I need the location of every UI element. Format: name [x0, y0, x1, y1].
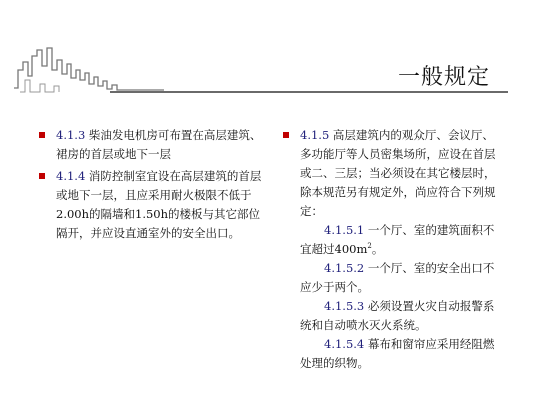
clause-number: 4.1.5 [300, 128, 330, 142]
sub-clause-number: 4.1.5.3 [324, 299, 365, 313]
clause-text: 消防控制室宜设在高层建筑的首层或地下一层，且应采用耐火极限不低于2.00h的隔墙和1.50h的楼板与其它部位隔开，并应设直通室外的安全出口。 [56, 169, 262, 240]
bullet-icon [39, 132, 45, 138]
clause-text: 柴油发电机房可布置在高层建筑、裙房的首层或地下一层 [56, 128, 262, 161]
sub-clause [300, 297, 504, 335]
sub-clause [300, 221, 504, 259]
sub-clause [300, 259, 504, 297]
list-item [282, 126, 504, 373]
skyline-decoration [14, 40, 164, 94]
sub-clause-tail: 。 [371, 242, 384, 256]
title-underline [110, 91, 508, 93]
list-item [38, 167, 270, 243]
sub-clause-text: 一个厅、室的建筑面积不宜超过400m [300, 223, 495, 256]
list-item [38, 126, 270, 164]
sub-clause-number: 4.1.5.2 [324, 261, 365, 275]
right-column [282, 126, 504, 373]
clause-text: 高层建筑内的观众厅、会议厅、多功能厅等人员密集场所，应设在首层或二、三层；当必须设在其它楼层时，除本规范另有规定外，尚应符合下列规定： [300, 128, 496, 218]
page-title: 一般规定 [397, 65, 490, 90]
sub-clause [300, 335, 504, 373]
clause-number: 4.1.4 [56, 169, 86, 183]
clause-number: 4.1.3 [56, 128, 86, 142]
sub-clause-number: 4.1.5.4 [324, 337, 365, 351]
left-column [38, 126, 270, 243]
sub-clause-text: 幕布和窗帘应采用经阻燃处理的织物。 [300, 337, 495, 370]
sub-clause-text: 必须设置火灾自动报警系统和自动喷水灭火系统。 [300, 299, 495, 332]
sub-clause-text: 一个厅、室的安全出口不应少于两个。 [300, 261, 495, 294]
sub-clause-number: 4.1.5.1 [324, 223, 365, 237]
bullet-icon [283, 132, 289, 138]
bullet-icon [39, 173, 45, 179]
superscript: 2 [367, 242, 372, 251]
